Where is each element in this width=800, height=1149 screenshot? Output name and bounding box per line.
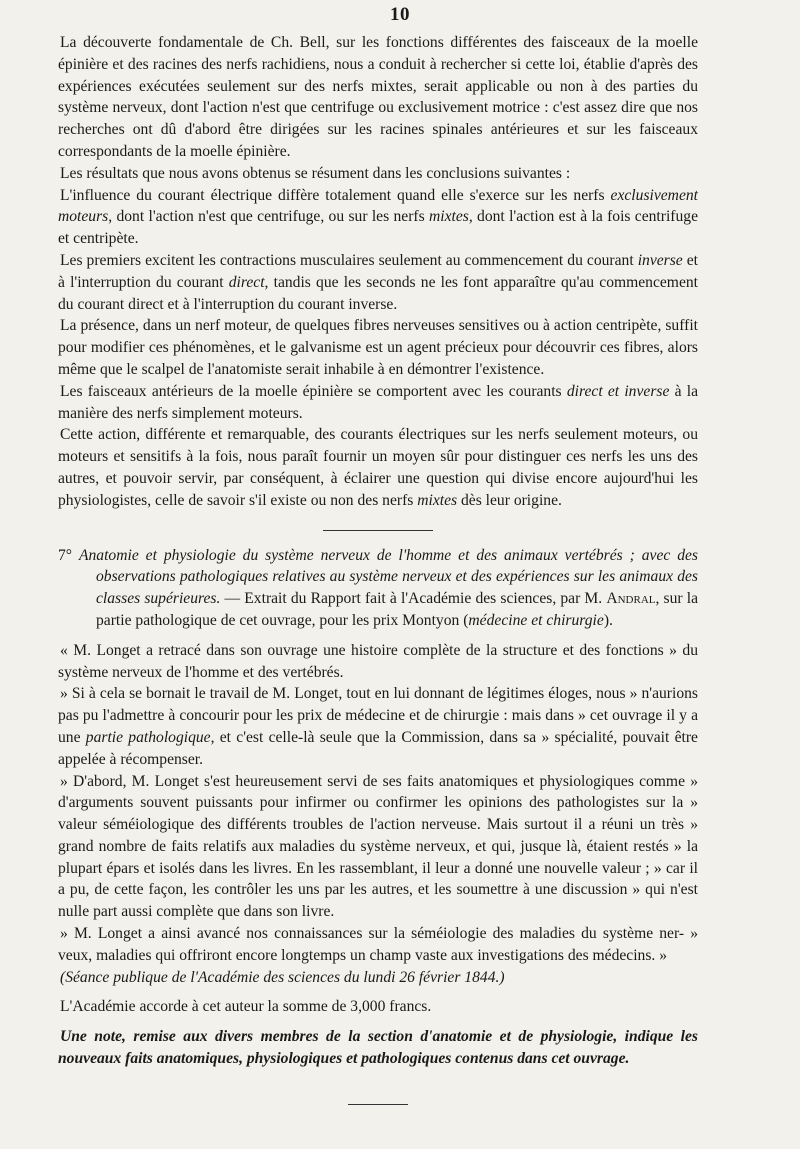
conclusion-2: Les premiers excitent les contractions musculaires seulement au commencement du courant inverse et à l'interruption du courant direct, tandis que les seconds ne les font apparaître qu'au commencement du courant direct et à l'interruption du courant inverse. <box>58 251 698 313</box>
report-author: Andral <box>606 590 656 608</box>
report-quote <box>58 640 698 989</box>
conclusion-5: Cette action, différente et remarquable, des courants électriques sur les nerfs seulement moteurs, ou moteurs et sensitifs à la fois, nous paraît fournir un moyen sûr pour distinguer ces nerfs les uns des autres, et pouvoir servir, par conséquent, à éclairer une question qui divise encore aujourd'hui les physiologistes, celle de savoir s'il existe ou non des nerfs mixtes dès leur origine. <box>58 426 698 509</box>
section-7-title: Anatomie et physiologie du système nerveux de l'homme et des animaux vertébrés ; avec des observations pathologiques relatives au système nerveux et des expériences sur les animaux des classes supérieures. <box>78 546 698 608</box>
award-statement: L'Académie accorde à cet auteur la somme de 3,000 francs. <box>60 998 432 1016</box>
conclusions-lead: Les résultats que nous avons obtenus se résument dans les conclusions suivantes : <box>60 164 571 182</box>
conclusion-1: L'influence du courant électrique diffère totalement quand elle s'exerce sur les nerfs exclusivement moteurs, dont l'action n'est que centrifuge, ou sur les nerfs mixtes, dont l'action est à la fois centrifuge et centripète. <box>58 186 699 248</box>
closing-note: Une note, remise aux divers membres de la section d'anatomie et de physiologie, indique les nouveaux faits anatomiques, physiologiques et pathologiques contenus dans cet ouvrage. <box>58 1028 698 1068</box>
intro-paragraph: La découverte fondamentale de Ch. Bell, sur les fonctions différentes des faisceaux de la moelle épinière et des racines des nerfs rachidiens, nous a conduit à rechercher si cette loi, établie d'après des expériences exécutées seulement sur des nerfs mixtes, serait applicable ou non à des parties du système nerveux, dont l'action n'est que centrifuge ou exclusivement motrice : c'est assez dire que nos recherches ont dû d'abord être dirigées sur les racines spinales antérieures et sur les faisceaux correspondants de la moelle épinière. <box>58 34 698 160</box>
quote-paragraph-1: « M. Longet a retracé dans son ouvrage une histoire complète de la structure et des fonctions » du système nerveux de l'homme et des vertébrés. <box>58 641 698 681</box>
quote-paragraph-4: » M. Longet a ainsi avancé nos connaissances sur la séméiologie des maladies du système ner- » veux, maladies qui offriront encore longtemps un champ vaste aux investigations des médecins. » <box>58 925 698 964</box>
end-rule <box>348 1104 408 1105</box>
section-divider <box>323 530 433 531</box>
page-number: 10 <box>390 4 410 25</box>
quote-paragraph-2: » Si à cela se bornait le travail de M. Longet, tout en lui donnant de légitimes éloges, nous » n'aurions pas pu l'admettre à concourir pour les prix de médecine et de chirurgie : mais dans » cet ouvrage il y a une partie pathologique, et c'est celle-là seule que la Commission, dans sa » spécialité, pouvait être appelée à récompenser. <box>58 685 698 768</box>
section-7-heading: 7° Anatomie et physiologie du système nerveux de l'homme et des animaux vertébrés ; avec des observations pathologiques relatives au système nerveux et des expériences sur les animaux des classes supérieures. — Extrait du Rapport fait à l'Académie des sciences, par M. Andral, sur la partie pathologique de cet ouvrage, pour les prix Montyon (médecine et chirurgie). <box>58 546 698 629</box>
section-7-number: 7° <box>58 546 73 564</box>
conclusion-3: La présence, dans un nerf moteur, de quelques fibres nerveuses sensitives ou à action centripète, suffit pour modifier ces phénomènes, et le galvanisme est un agent précieux pour découvrir ces fibres, alors même que le scalpel de l'anatomiste serait inhabile à en démontrer l'existence. <box>58 317 698 378</box>
page-body <box>58 32 698 1105</box>
conclusion-4: Les faisceaux antérieurs de la moelle épinière se comportent avec les courants direct et inverse à la manière des nerfs simplement moteurs. <box>58 382 699 422</box>
quote-paragraph-3: » D'abord, M. Longet s'est heureusement servi de ses faits anatomiques et physiologiques comme » d'arguments souvent puissants pour infirmer ou confirmer les opinions des pathologistes sur la » valeur séméiologique des différents troubles de l'action nerveuse. Mais surtout il a réuni un très » grand nombre de faits relatifs aux maladies du système nerveux, et qui, jusque là, étaient restés » la plupart épars et isolés dans les livres. En les rassemblant, il leur a donné une nouvelle valeur ; » car il a pu, de cette façon, les contrôler les uns par les autres, et les soumettre à une discussion » qui n'est nulle part aussi complète que dans son livre. <box>58 772 698 921</box>
session-citation: (Séance publique de l'Académie des sciences du lundi 26 février 1844.) <box>60 968 505 986</box>
